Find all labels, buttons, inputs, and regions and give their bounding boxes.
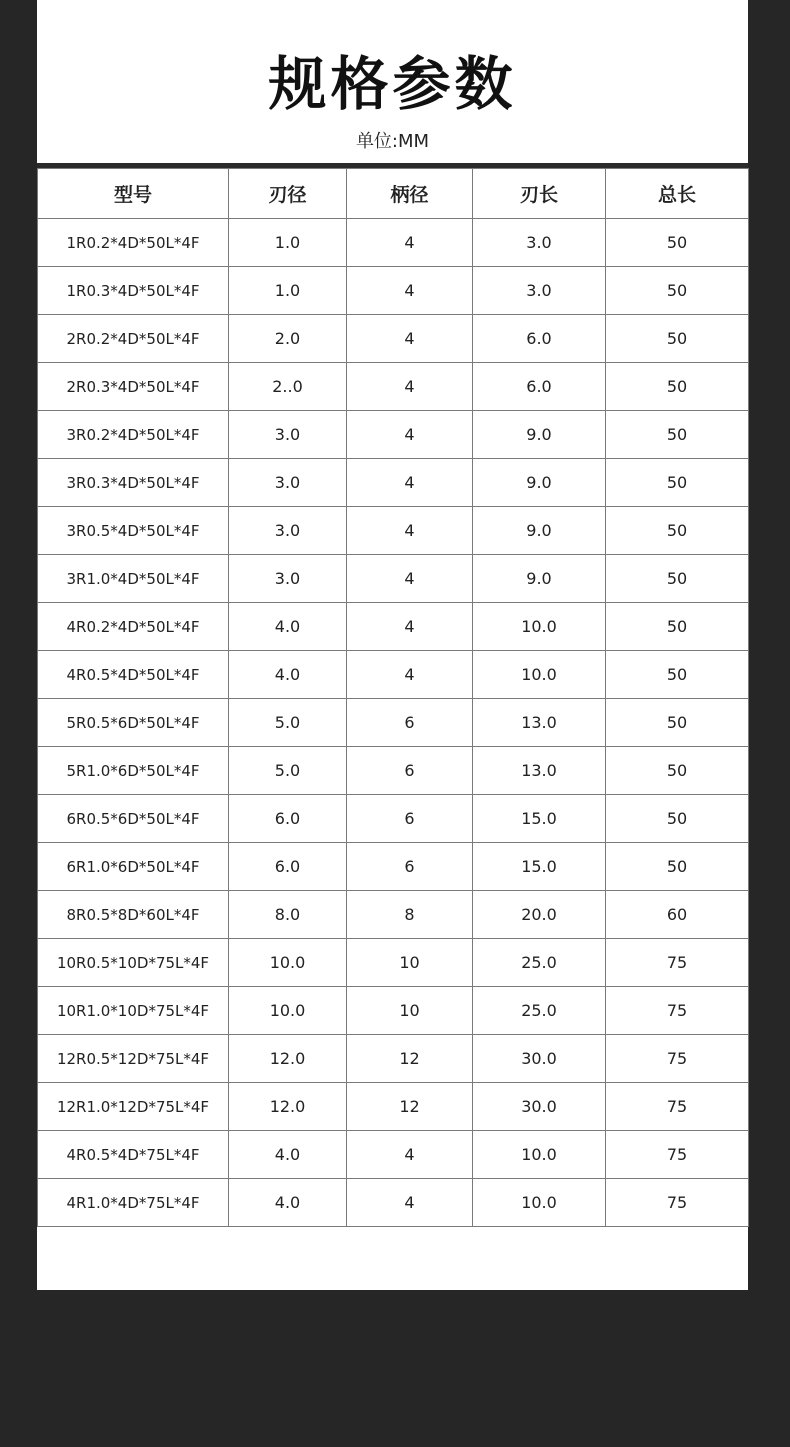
table-row — [38, 987, 749, 1035]
cell-blade-diameter: 10.0 — [229, 939, 347, 987]
cell-total-length: 75 — [606, 1083, 749, 1131]
cell-blade-length: 9.0 — [473, 555, 606, 603]
cell-total-length: 50 — [606, 747, 749, 795]
cell-blade-diameter: 6.0 — [229, 795, 347, 843]
table-row — [38, 459, 749, 507]
cell-blade-length: 10.0 — [473, 651, 606, 699]
table-row — [38, 1083, 749, 1131]
cell-total-length: 75 — [606, 1035, 749, 1083]
cell-model: 3R1.0*4D*50L*4F — [38, 555, 229, 603]
cell-shank-diameter: 6 — [347, 747, 473, 795]
cell-blade-length: 3.0 — [473, 267, 606, 315]
cell-total-length: 50 — [606, 507, 749, 555]
cell-total-length: 75 — [606, 987, 749, 1035]
cell-model: 5R0.5*6D*50L*4F — [38, 699, 229, 747]
spec-sheet — [37, 0, 748, 1290]
cell-model: 3R0.3*4D*50L*4F — [38, 459, 229, 507]
cell-blade-diameter: 4.0 — [229, 603, 347, 651]
table-body — [38, 219, 749, 1227]
cell-blade-diameter: 5.0 — [229, 747, 347, 795]
cell-blade-length: 9.0 — [473, 459, 606, 507]
table-row — [38, 555, 749, 603]
cell-model: 4R0.2*4D*50L*4F — [38, 603, 229, 651]
cell-model: 1R0.3*4D*50L*4F — [38, 267, 229, 315]
table-row — [38, 219, 749, 267]
cell-blade-length: 25.0 — [473, 987, 606, 1035]
table-row — [38, 939, 749, 987]
cell-shank-diameter: 10 — [347, 987, 473, 1035]
cell-total-length: 50 — [606, 699, 749, 747]
table-row — [38, 411, 749, 459]
cell-model: 6R1.0*6D*50L*4F — [38, 843, 229, 891]
cell-total-length: 75 — [606, 1179, 749, 1227]
cell-shank-diameter: 4 — [347, 507, 473, 555]
cell-shank-diameter: 4 — [347, 363, 473, 411]
table-row — [38, 795, 749, 843]
cell-shank-diameter: 12 — [347, 1035, 473, 1083]
spec-table — [37, 168, 749, 1227]
cell-total-length: 50 — [606, 651, 749, 699]
cell-blade-length: 9.0 — [473, 507, 606, 555]
cell-shank-diameter: 4 — [347, 315, 473, 363]
cell-shank-diameter: 10 — [347, 939, 473, 987]
unit-label: 单位:MM — [355, 131, 430, 152]
cell-total-length: 75 — [606, 1131, 749, 1179]
table-row — [38, 699, 749, 747]
cell-model: 12R1.0*12D*75L*4F — [38, 1083, 229, 1131]
page-title: 规格参数 — [268, 50, 517, 118]
cell-blade-length: 13.0 — [473, 747, 606, 795]
column-header-blade-length: 刃长 — [473, 169, 606, 219]
cell-total-length: 50 — [606, 555, 749, 603]
cell-shank-diameter: 6 — [347, 795, 473, 843]
cell-blade-length: 9.0 — [473, 411, 606, 459]
cell-model: 6R0.5*6D*50L*4F — [38, 795, 229, 843]
cell-blade-length: 25.0 — [473, 939, 606, 987]
table-header-row — [38, 169, 749, 219]
cell-blade-diameter: 3.0 — [229, 411, 347, 459]
cell-blade-diameter: 3.0 — [229, 555, 347, 603]
cell-total-length: 50 — [606, 315, 749, 363]
table-row — [38, 267, 749, 315]
cell-blade-length: 13.0 — [473, 699, 606, 747]
cell-model: 8R0.5*8D*60L*4F — [38, 891, 229, 939]
column-header-shank-diameter: 柄径 — [347, 169, 473, 219]
cell-model: 3R0.5*4D*50L*4F — [38, 507, 229, 555]
cell-model: 10R1.0*10D*75L*4F — [38, 987, 229, 1035]
cell-shank-diameter: 4 — [347, 555, 473, 603]
cell-model: 4R1.0*4D*75L*4F — [38, 1179, 229, 1227]
cell-blade-length: 30.0 — [473, 1035, 606, 1083]
cell-model: 4R0.5*4D*75L*4F — [38, 1131, 229, 1179]
cell-shank-diameter: 4 — [347, 267, 473, 315]
cell-blade-diameter: 4.0 — [229, 1179, 347, 1227]
cell-shank-diameter: 4 — [347, 1131, 473, 1179]
table-row — [38, 747, 749, 795]
cell-model: 12R0.5*12D*75L*4F — [38, 1035, 229, 1083]
cell-blade-length: 15.0 — [473, 795, 606, 843]
cell-model: 3R0.2*4D*50L*4F — [38, 411, 229, 459]
cell-model: 4R0.5*4D*50L*4F — [38, 651, 229, 699]
cell-blade-diameter: 8.0 — [229, 891, 347, 939]
cell-blade-length: 15.0 — [473, 843, 606, 891]
cell-total-length: 50 — [606, 459, 749, 507]
cell-shank-diameter: 12 — [347, 1083, 473, 1131]
cell-blade-length: 20.0 — [473, 891, 606, 939]
cell-shank-diameter: 6 — [347, 843, 473, 891]
column-header-blade-diameter: 刃径 — [229, 169, 347, 219]
cell-model: 5R1.0*6D*50L*4F — [38, 747, 229, 795]
cell-blade-length: 10.0 — [473, 1179, 606, 1227]
cell-shank-diameter: 4 — [347, 603, 473, 651]
cell-model: 2R0.3*4D*50L*4F — [38, 363, 229, 411]
cell-blade-diameter: 4.0 — [229, 651, 347, 699]
column-header-model: 型号 — [38, 169, 229, 219]
cell-total-length: 50 — [606, 603, 749, 651]
table-row — [38, 507, 749, 555]
cell-blade-diameter: 2.0 — [229, 315, 347, 363]
cell-blade-length: 6.0 — [473, 363, 606, 411]
cell-blade-diameter: 12.0 — [229, 1083, 347, 1131]
table-row — [38, 1035, 749, 1083]
cell-blade-diameter: 6.0 — [229, 843, 347, 891]
cell-shank-diameter: 4 — [347, 1179, 473, 1227]
cell-total-length: 50 — [606, 363, 749, 411]
cell-blade-diameter: 10.0 — [229, 987, 347, 1035]
cell-shank-diameter: 6 — [347, 699, 473, 747]
header — [37, 0, 748, 163]
table-row — [38, 315, 749, 363]
cell-shank-diameter: 4 — [347, 459, 473, 507]
column-header-total-length: 总长 — [606, 169, 749, 219]
cell-blade-diameter: 4.0 — [229, 1131, 347, 1179]
cell-shank-diameter: 4 — [347, 219, 473, 267]
table-row — [38, 651, 749, 699]
cell-blade-diameter: 3.0 — [229, 459, 347, 507]
cell-blade-diameter: 1.0 — [229, 219, 347, 267]
table-row — [38, 1179, 749, 1227]
cell-model: 1R0.2*4D*50L*4F — [38, 219, 229, 267]
cell-shank-diameter: 8 — [347, 891, 473, 939]
cell-shank-diameter: 4 — [347, 411, 473, 459]
cell-model: 2R0.2*4D*50L*4F — [38, 315, 229, 363]
cell-total-length: 60 — [606, 891, 749, 939]
table-row — [38, 843, 749, 891]
table-row — [38, 603, 749, 651]
table-row — [38, 891, 749, 939]
cell-blade-length: 6.0 — [473, 315, 606, 363]
cell-blade-diameter: 1.0 — [229, 267, 347, 315]
cell-blade-diameter: 2..0 — [229, 363, 347, 411]
cell-blade-diameter: 3.0 — [229, 507, 347, 555]
cell-blade-length: 10.0 — [473, 603, 606, 651]
table-row — [38, 1131, 749, 1179]
cell-total-length: 50 — [606, 795, 749, 843]
cell-total-length: 75 — [606, 939, 749, 987]
cell-blade-length: 30.0 — [473, 1083, 606, 1131]
cell-model: 10R0.5*10D*75L*4F — [38, 939, 229, 987]
cell-total-length: 50 — [606, 267, 749, 315]
cell-blade-length: 3.0 — [473, 219, 606, 267]
cell-total-length: 50 — [606, 411, 749, 459]
cell-total-length: 50 — [606, 219, 749, 267]
cell-blade-diameter: 12.0 — [229, 1035, 347, 1083]
cell-shank-diameter: 4 — [347, 651, 473, 699]
cell-total-length: 50 — [606, 843, 749, 891]
cell-blade-length: 10.0 — [473, 1131, 606, 1179]
table-row — [38, 363, 749, 411]
cell-blade-diameter: 5.0 — [229, 699, 347, 747]
